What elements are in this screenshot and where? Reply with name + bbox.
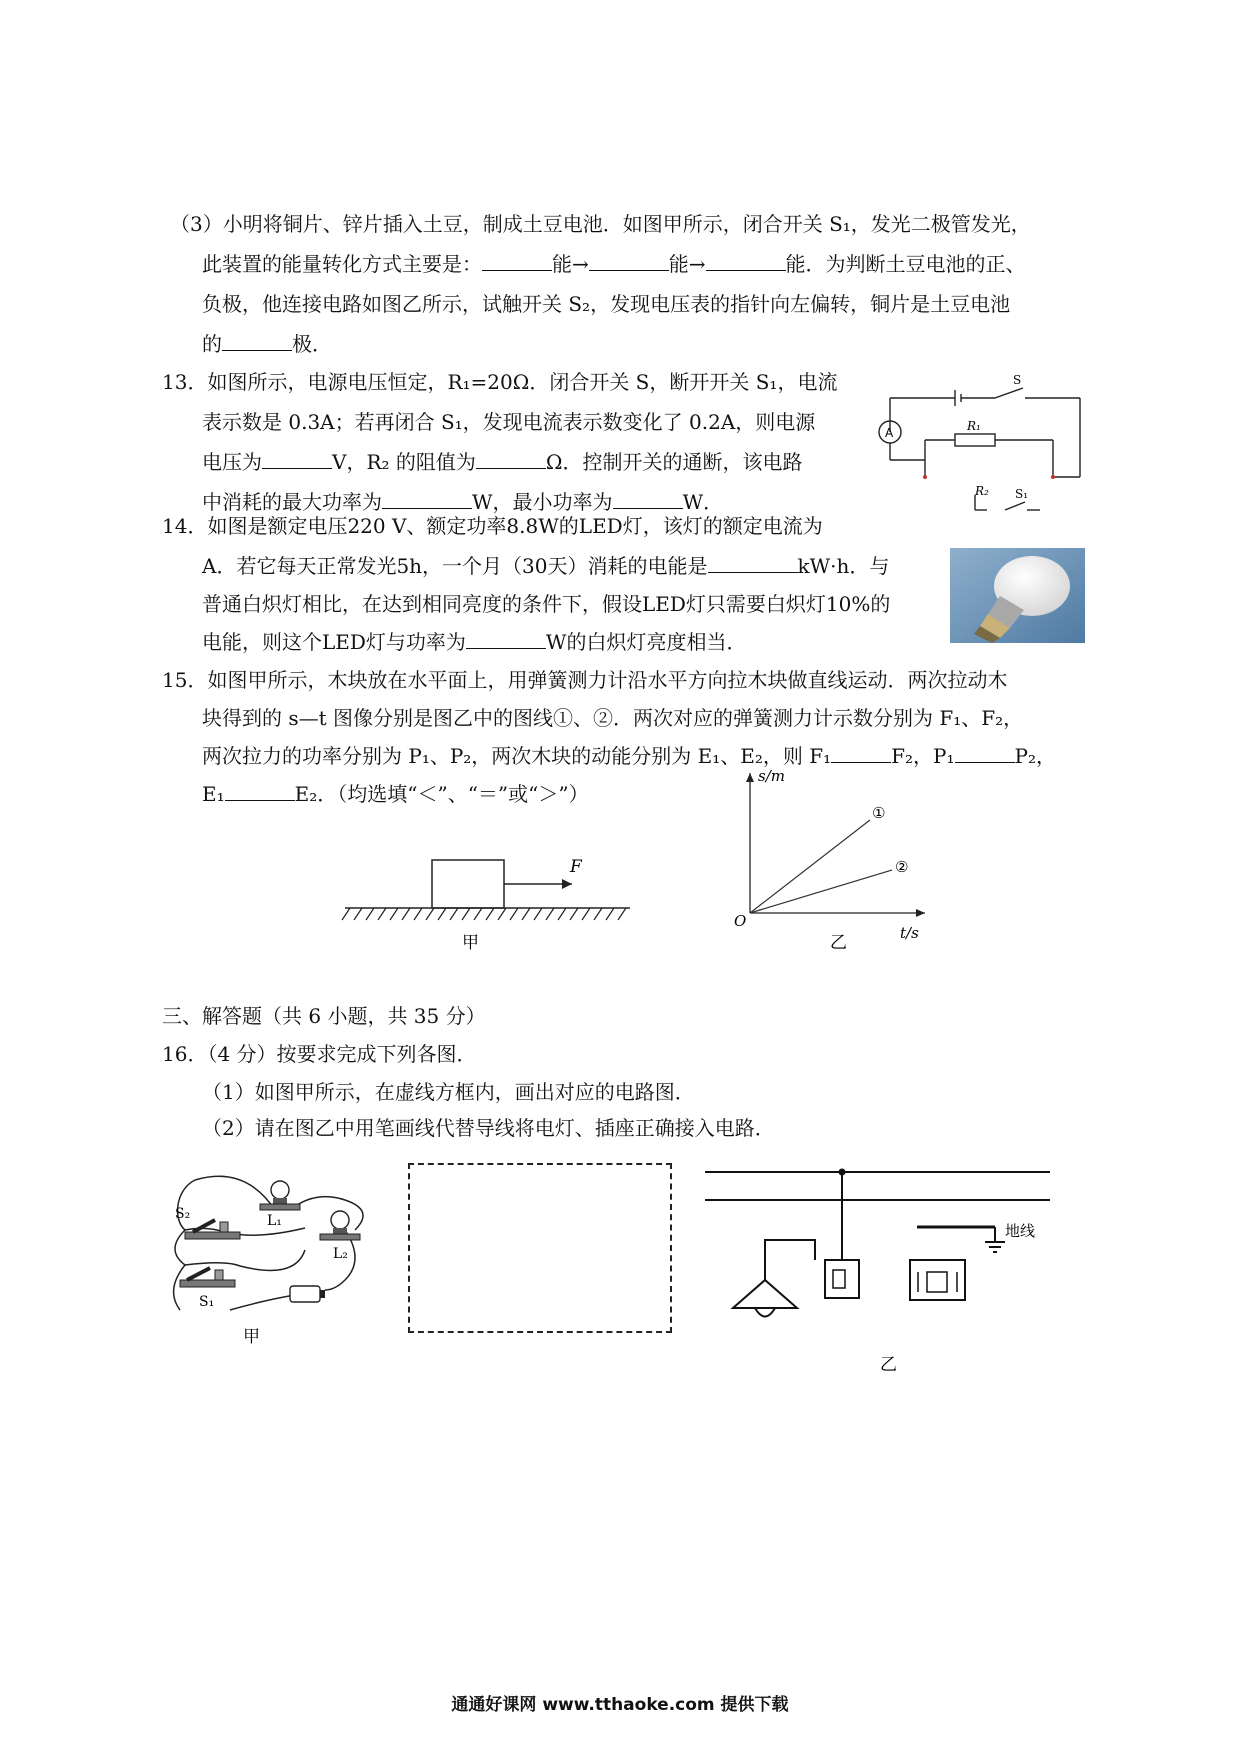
q12-line3: 负极，他连接电路如图乙所示，试触开关 S₂，发现电压表的指针向左偏转，铜片是土豆电池 (202, 292, 1011, 316)
line2-label: ② (895, 858, 909, 876)
y-axis-label: s/m (758, 768, 785, 785)
ammeter-label: A (885, 426, 894, 440)
fig-caption-yi: 乙 (830, 933, 847, 953)
q12-blank3[interactable] (706, 250, 786, 271)
origin-label: O (734, 912, 747, 930)
q14-line3: 普通白炽灯相比，在达到相同亮度的条件下，假设LED灯只需要白炽灯10%的 (202, 592, 891, 616)
x-axis-label: t/s (900, 924, 919, 942)
q15-line3: 两次拉力的功率分别为 P₁、P₂，两次木块的动能分别为 E₁、E₂，则 F₁ F₂，P₁ P₂， (202, 744, 1057, 768)
q13-line4: 中消耗的最大功率为 W，最小功率为 W． (202, 490, 724, 514)
q15-blank1[interactable] (831, 742, 891, 763)
q16-title: 16．（4 分）按要求完成下列各图． (162, 1042, 477, 1066)
label-s1: S₁ (1015, 487, 1029, 501)
answer-dashed-box[interactable] (408, 1163, 672, 1333)
fig-caption-jia: 甲 (462, 933, 479, 953)
label-r2: R₂ (975, 484, 989, 498)
q16-part2: （2）请在图乙中用笔画线代替导线将电灯、插座正确接入电路． (202, 1116, 775, 1140)
footer: 通通好课网 www.tthaoke.com 提供下载 (451, 1695, 789, 1715)
ground-label: 地线 (1005, 1222, 1036, 1240)
line1-label: ① (872, 804, 886, 822)
section-title: 三、解答题（共 6 小题，共 35 分） (162, 1004, 486, 1028)
q15-fig-block (340, 840, 640, 960)
q16-household-wiring (705, 1160, 1065, 1380)
q12-blank2[interactable] (589, 250, 669, 271)
q13-line3: 电压为 V，R₂ 的阻值为 Ω．控制开关的通断，该电路 (202, 450, 803, 474)
led-bulb-photo (950, 548, 1085, 643)
label-r1: R₁ (967, 419, 981, 433)
q13-blank3[interactable] (382, 488, 472, 509)
st-line-2 (750, 870, 892, 913)
q13-circuit-diagram (875, 370, 1095, 520)
q15-line2: 块得到的 s—t 图像分别是图乙中的图线①、②．两次对应的弹簧测力计示数分别为 F₁、F₂， (202, 706, 1024, 730)
q14-line2: A．若它每天正常发光5h，一个月（30天）消耗的电能是 kW·h．与 (202, 554, 890, 578)
q12-blank4[interactable] (222, 330, 292, 351)
label-s2: S₂ (175, 1206, 191, 1222)
q13-line1: 13．如图所示，电源电压恒定，R₁=20Ω．闭合开关 S，断开开关 S₁，电流 (162, 370, 838, 394)
q14-line4: 电能，则这个LED灯与功率为 W的白炽灯亮度相当． (202, 630, 747, 654)
q15-line4: E₁ E₂．（均选填“＜”、“＝”或“＞”） (202, 782, 589, 806)
q15-line1: 15．如图甲所示，木块放在水平面上，用弹簧测力计沿水平方向拉木块做直线运动．两次拉动木 (162, 668, 1008, 692)
q16-physical-circuit (165, 1170, 380, 1350)
label-s1: S₁ (199, 1294, 215, 1310)
st-line-1 (750, 820, 870, 913)
q12-line1: （3）小明将铜片、锌片插入土豆，制成土豆电池．如图甲所示，闭合开关 S₁，发光二极管发光， (170, 212, 1031, 236)
q15-st-graph (730, 768, 930, 958)
q13-line2: 表示数是 0.3A；若再闭合 S₁，发现电流表示数变化了 0.2A，则电源 (202, 410, 816, 434)
force-label: F (570, 857, 582, 877)
fig-caption-yi: 乙 (880, 1355, 897, 1375)
q15-blank3[interactable] (225, 780, 295, 801)
q13-blank4[interactable] (613, 488, 683, 509)
q12-blank1[interactable] (482, 250, 552, 271)
label-l2: L₂ (333, 1246, 348, 1262)
q12-line2: 此装置的能量转化方式主要是： 能→ 能→ 能．为判断土豆电池的正、 (202, 252, 1026, 276)
q13-blank2[interactable] (476, 448, 546, 469)
q14-blank1[interactable] (708, 552, 798, 573)
q12-line4: 的 极． (202, 332, 332, 356)
q14-line1: 14．如图是额定电压220 V、额定功率8.8W的LED灯，该灯的额定电流为 (162, 514, 823, 538)
label-l1: L₁ (267, 1213, 282, 1229)
q13-blank1[interactable] (262, 448, 332, 469)
fig-caption-jia: 甲 (243, 1327, 260, 1347)
label-s: S (1013, 373, 1022, 387)
q14-blank2[interactable] (466, 628, 546, 649)
q15-blank2[interactable] (955, 742, 1015, 763)
q16-part1: （1）如图甲所示，在虚线方框内，画出对应的电路图． (202, 1080, 695, 1104)
